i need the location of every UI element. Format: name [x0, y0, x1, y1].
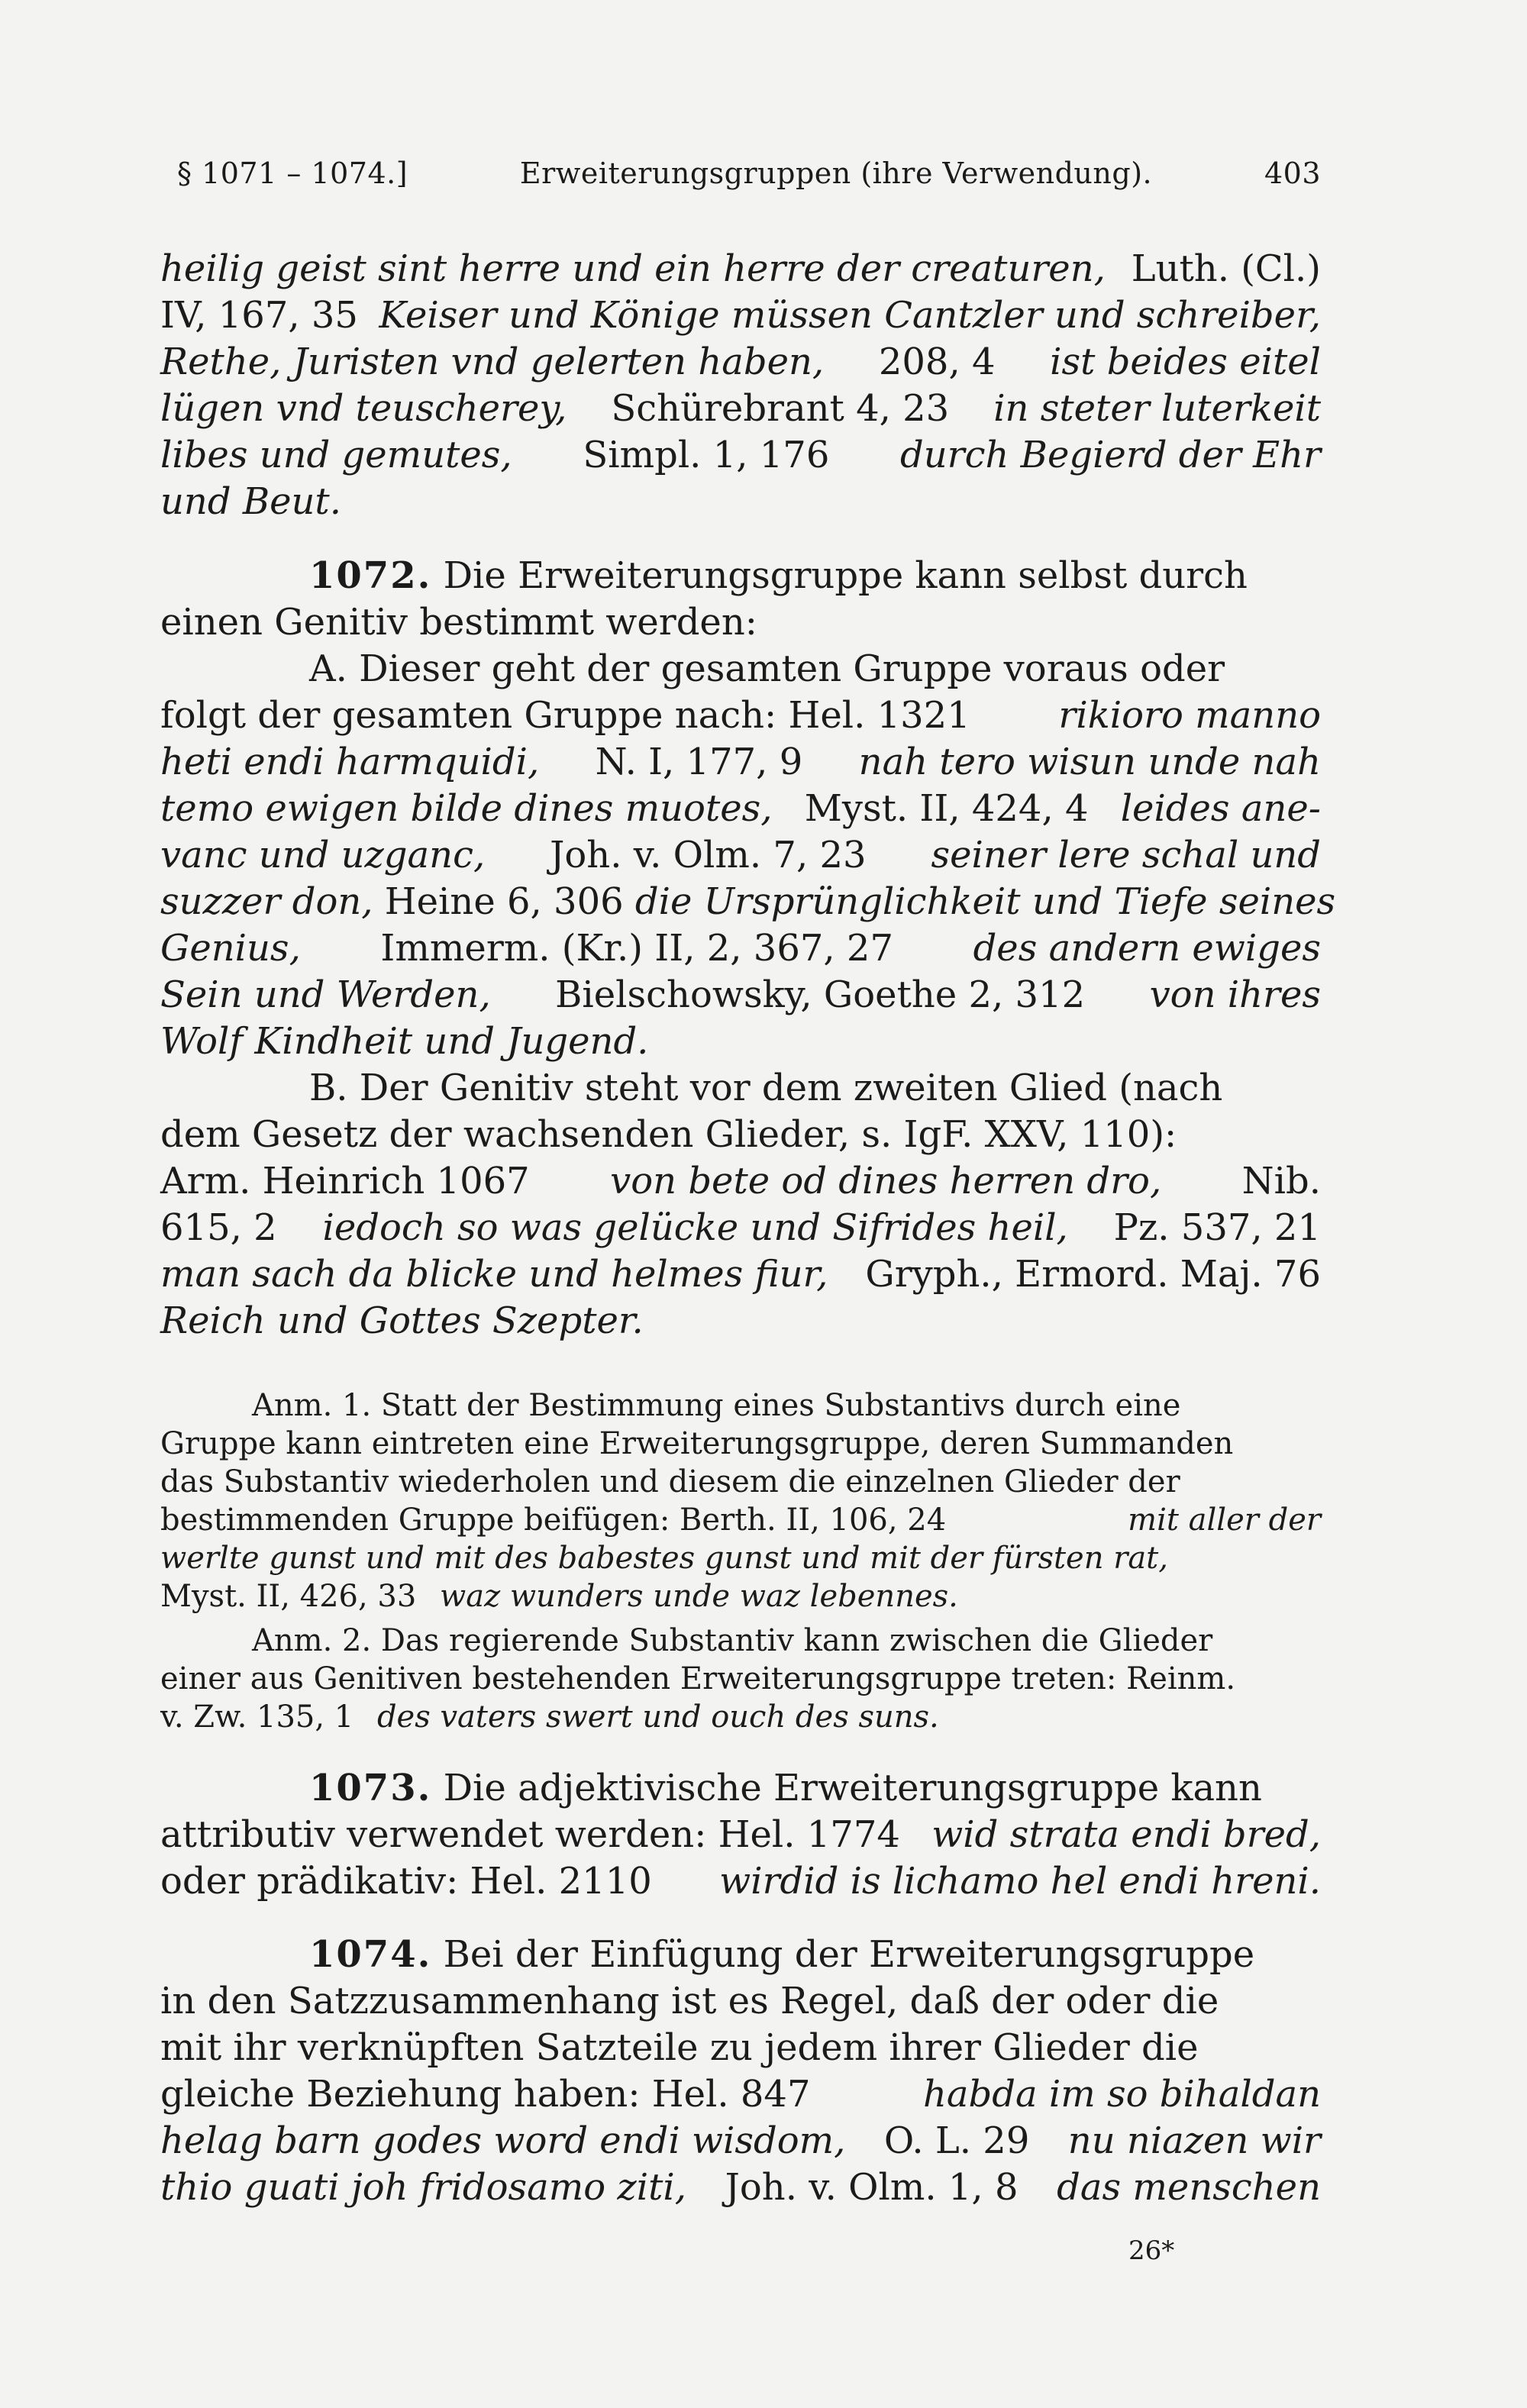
subsection-a-heading: A. Dieser geht der gesamten Gruppe voraus oder: [309, 647, 1225, 690]
source-reference: N. I, 177, 9: [583, 741, 815, 783]
text-line: [160, 1112, 1321, 1158]
source-reference: Pz. 537, 21: [1102, 1206, 1321, 1249]
text-line: [160, 553, 1321, 599]
text-line: [160, 292, 1321, 339]
section-1074: [160, 1932, 1321, 2211]
paragraph-continuation: [160, 246, 1321, 525]
body-text: einen Genitiv bestimmt werden:: [160, 601, 757, 644]
body-text: folgt der gesamten Gruppe nach: Hel. 1321: [160, 694, 983, 737]
text-line: [160, 1018, 1321, 1065]
source-reference: Schürebrant 4, 23: [599, 387, 961, 430]
source-reference: Nib.: [1230, 1160, 1321, 1202]
citation-text: thio guati joh fridosamo ziti,: [160, 2166, 686, 2209]
citation-text: durch Begierd der Ehr: [900, 434, 1321, 476]
text-line: [160, 432, 1321, 479]
text-line: [160, 1577, 1321, 1616]
text-line: [160, 1858, 1321, 1905]
citation-text: man sach da blicke und helmes fiur,: [160, 1253, 828, 1296]
source-reference: v. Zw. 135, 1: [160, 1699, 363, 1735]
citation-text: rikioro manno: [1058, 694, 1321, 737]
text-line: [160, 879, 1336, 925]
note-text: Anm. 2. Das regierende Substantiv kann zwischen die Glieder: [252, 1623, 1213, 1658]
text-line: [160, 1251, 1321, 1298]
body-text: in den Satzzusammenhang ist es Regel, daß der oder die: [160, 1980, 1219, 2022]
note-1: [160, 1386, 1321, 1616]
source-reference: Immerm. (Kr.) II, 2, 367, 27: [369, 927, 906, 970]
signature-mark: 26*: [1128, 2235, 1175, 2266]
source-reference: Gryph., Ermord. Maj. 76: [854, 1253, 1321, 1296]
body-text: Die adjektivische Erweiterungsgruppe kann: [431, 1767, 1262, 1809]
citation-text: lügen vnd teuscherey,: [160, 387, 567, 430]
citation-text: werlte gunst und mit des babestes gunst und mit der fürsten rat,: [160, 1541, 1168, 1576]
citation-text: des vaters swert und ouch des suns.: [376, 1699, 939, 1735]
text-line: [160, 479, 1321, 525]
text-line: [160, 1205, 1321, 1251]
citation-text: des andern ewiges: [973, 927, 1321, 970]
text-line: [160, 599, 1321, 646]
body-text: Die Erweiterungsgruppe kann selbst durch: [431, 554, 1248, 597]
citation-text: wirdid is lichamo hel endi hreni.: [719, 1860, 1321, 1903]
body-text: mit ihr verknüpften Satzteile zu jedem ihrer Glieder die: [160, 2026, 1199, 2069]
citation-text: Genius,: [160, 927, 301, 970]
body-text: Bei der Einfügung der Erweiterungsgruppe: [431, 1933, 1255, 1976]
text-line: [160, 2164, 1321, 2211]
text-line: [160, 1425, 1321, 1463]
citation-text: leides ane-: [1120, 787, 1321, 830]
running-head: [177, 157, 1321, 202]
citation-text: wid strata endi bred,: [931, 1813, 1321, 1856]
source-reference: 615, 2: [160, 1206, 289, 1249]
source-reference: Joh. v. Olm. 7, 23: [538, 834, 878, 876]
note-text: bestimmenden Gruppe beifügen: Berth. II, 106, 24: [160, 1503, 956, 1538]
text-line: [160, 692, 1321, 739]
text-line: [160, 1065, 1321, 1112]
text-line: [160, 1765, 1321, 1812]
citation-text: mit aller der: [1128, 1503, 1321, 1538]
citation-text: Sein und Werden,: [160, 973, 491, 1016]
text-line: [160, 2071, 1321, 2118]
citation-text: nu niazen wir: [1067, 2119, 1321, 2162]
text-line: [160, 925, 1321, 972]
text-line: [160, 1539, 1321, 1577]
text-line: [160, 1812, 1321, 1858]
source-reference: Bielschowsky, Goethe 2, 312: [543, 973, 1097, 1016]
text-line: [160, 1622, 1321, 1660]
text-line: [160, 1298, 1321, 1344]
citation-text: ist beides eitel: [1050, 341, 1321, 383]
note-text: Anm. 1. Statt der Bestimmung eines Substantivs durch eine: [252, 1388, 1181, 1423]
body-text: gleiche Beziehung haben: Hel. 847: [160, 2073, 822, 2116]
text-line: [160, 2025, 1321, 2071]
body-text: oder prädikativ: Hel. 2110: [160, 1860, 664, 1903]
section-number: 1073.: [309, 1767, 432, 1809]
citation-text: Wolf Kindheit und Jugend.: [160, 1020, 649, 1063]
text-line: [160, 832, 1321, 879]
citation-text: nah tero wisun unde nah: [858, 741, 1321, 783]
note-text: einer aus Genitiven bestehenden Erweiterungsgruppe treten: Reinm.: [160, 1661, 1236, 1696]
section-1073: [160, 1765, 1321, 1905]
section-1072: [160, 553, 1336, 1344]
text-line: [160, 972, 1321, 1018]
note-2: [160, 1622, 1321, 1736]
page-number: 403: [1264, 157, 1321, 190]
citation-text: seiner lere schal und: [931, 834, 1321, 876]
section-number: 1072.: [309, 554, 432, 597]
text-line: [160, 1386, 1321, 1425]
citation-text: helag barn godes word endi wisdom,: [160, 2119, 846, 2162]
note-text: Gruppe kann eintreten eine Erweiterungsgruppe, deren Summanden: [160, 1426, 1234, 1461]
text-line: [160, 1978, 1321, 2025]
text-line: [160, 1660, 1321, 1698]
citation-text: temo ewigen bilde dines muotes,: [160, 787, 773, 830]
citation-text: vanc und uzganc,: [160, 834, 486, 876]
source-reference: Arm. Heinrich 1067: [160, 1160, 541, 1202]
citation-text: Reich und Gottes Szepter.: [160, 1299, 644, 1342]
citation-text: heilig geist sint herre und ein herre der creaturen,: [160, 247, 1106, 290]
citation-text: habda im so bihaldan: [923, 2073, 1321, 2116]
section-range: § 1071 – 1074.]: [177, 157, 408, 190]
subsection-b-heading: B. Der Genitiv steht vor dem zweiten Glied (nach: [309, 1067, 1223, 1109]
text-line: [160, 246, 1321, 292]
citation-text: waz wunders unde waz lebennes.: [440, 1579, 958, 1614]
body-text: attributiv verwendet werden: Hel. 1774: [160, 1813, 912, 1856]
text-line: [160, 1501, 1321, 1539]
section-number: 1074.: [309, 1933, 432, 1976]
citation-text: die Ursprünglichkeit und Tiefe seines: [634, 880, 1336, 923]
text-line: [160, 1463, 1321, 1501]
citation-text: iedoch so was gelücke und Sifrides heil,: [322, 1206, 1068, 1249]
text-line: [160, 386, 1321, 432]
citation-text: heti endi harmquidi,: [160, 741, 540, 783]
text-line: [160, 646, 1321, 692]
source-reference: Heine 6, 306: [373, 880, 635, 923]
running-title: Erweiterungsgruppen (ihre Verwendung).: [519, 157, 1153, 190]
source-reference: Simpl. 1, 176: [571, 434, 841, 476]
source-reference: IV, 167, 35: [160, 294, 370, 337]
citation-text: von ihres: [1149, 973, 1321, 1016]
source-reference: O. L. 29: [872, 2119, 1041, 2162]
citation-text: Rethe, Juristen vnd gelerten haben,: [160, 341, 825, 383]
citation-text: von bete od dines herren dro,: [610, 1160, 1162, 1202]
citation-text: Keiser und Könige müssen Cantzler und schreiber,: [379, 294, 1321, 337]
source-reference: Joh. v. Olm. 1, 8: [713, 2166, 1030, 2209]
text-line: [160, 1158, 1321, 1205]
note-text: das Substantiv wiederholen und diesem die einzelnen Glieder der: [160, 1464, 1180, 1499]
text-line: [160, 339, 1321, 386]
source-reference: Luth. (Cl.): [1119, 247, 1321, 290]
text-line: [160, 2118, 1321, 2164]
source-reference: Myst. II, 426, 33: [160, 1579, 427, 1614]
citation-text: libes und gemutes,: [160, 434, 512, 476]
text-line: [160, 1698, 1321, 1736]
citation-text: und Beut.: [160, 480, 341, 523]
source-reference: 208, 4: [867, 341, 1007, 383]
text-line: [160, 1932, 1321, 1978]
body-text: dem Gesetz der wachsenden Glieder, s. IgF. XXV, 110):: [160, 1113, 1177, 1156]
citation-text: das menschen: [1057, 2166, 1321, 2209]
source-reference: Myst. II, 424, 4: [793, 787, 1100, 830]
citation-text: in steter luterkeit: [993, 387, 1321, 430]
citation-text: suzzer don,: [160, 880, 373, 923]
text-line: [160, 739, 1321, 786]
text-line: [160, 786, 1321, 832]
